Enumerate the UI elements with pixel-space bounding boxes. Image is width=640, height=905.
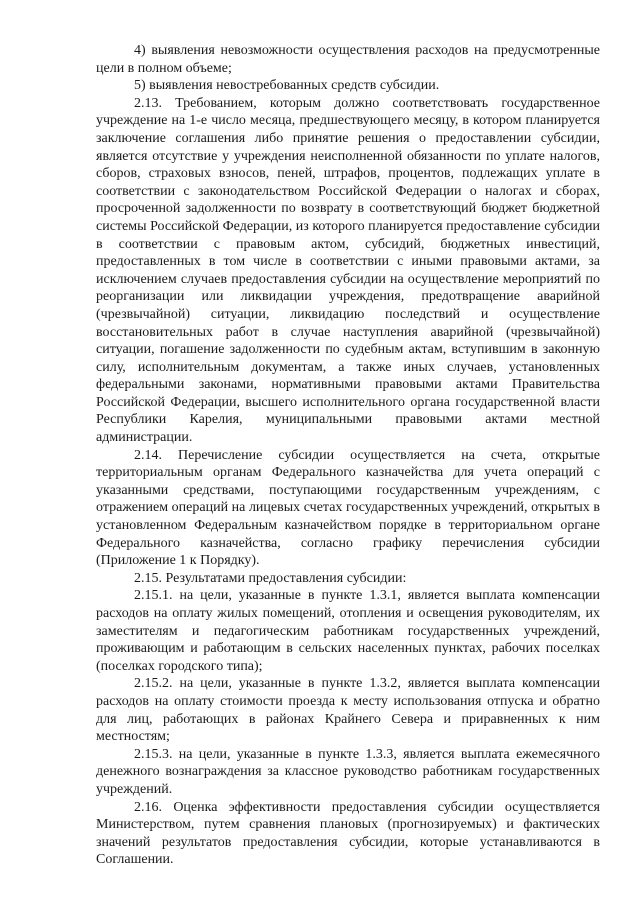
paragraph-2-16: 2.16. Оценка эффективности предоставления субсидии осуществляется Министерством, путем сравнения плановых (прогнозируемых) и фактических значений результатов предоставления субсидии, которые устанавливаются в Соглашении. xyxy=(96,799,600,868)
paragraph-item-4: 4) выявления невозможности осуществления расходов на предусмотренные цели в полном объеме; xyxy=(96,43,600,76)
paragraph-2-13: 2.13. Требованием, которым должно соответствовать государственное учреждение на 1-е число месяца, предшествующего месяцу, в котором планируется заключение соглашения либо принятие решения о предоставлении субсидии, является отсутствие у учреждения неисполненной обязанности по уплате налогов, сборов, страховых взносов, пеней, штрафов, процентов, подлежащих уплате в соответствии с законодательством Российской Федерации о налогах и сборах, просроченной задолженности по возврату в соответствующий бюджет бюджетной системы Российской Федерации, из которого планируется предоставление субсидии в соответствии с правовым актом, субсидий, бюджетных инвестиций, предоставленных в том числе в соответствии с иными правовыми актами, за исключением случаев предоставления субсидии на осуществление мероприятий по реорганизации или ликвидации учреждения, предотвращение аварийной (чрезвычайной) ситуации, ликвидацию последствий и осуществление восстановительных работ в случае наступления аварийной (чрезвычайной) ситуации, погашение задолженности по судебным актам, вступившим в законную силу, исполнительным документам, а также иных случаев, установленных федеральными законами, нормативными правовыми актами Правительства Российской Федерации, высшего исполнительного органа государственной власти Республики Карелия, муниципальными правовыми актами местной администрации. xyxy=(96,95,600,446)
paragraph-2-15-3: 2.15.3. на цели, указанные в пункте 1.3.3, является выплата ежемесячного денежного вознаграждения за классное руководство работникам государственных учреждений. xyxy=(96,746,600,797)
paragraph-2-15-2: 2.15.2. на цели, указанные в пункте 1.3.2, является выплата компенсации расходов на оплату стоимости проезда к месту использования отпуска и обратно для лиц, работающих в районах Крайнего Севера и приравненных к ним местностям; xyxy=(96,676,600,745)
paragraph-2-15: 2.15. Результатами предоставления субсидии: xyxy=(134,570,407,586)
paragraph-2-14: 2.14. Перечисление субсидии осуществляется на счета, открытые территориальным органам Федерального казначейства для учета операций с указанными средствами, поступающими государственным учреждениям, с отражением операций на лицевых счетах государственных учреждений, открытых в установленном Федеральным казначейством порядке в территориальном органе Федерального казначейства, согласно графику перечисления субсидии (Приложение 1 к Порядку). xyxy=(96,447,600,569)
paragraph-item-5: 5) выявления невостребованных средств субсидии. xyxy=(134,78,440,94)
paragraph-2-15-1: 2.15.1. на цели, указанные в пункте 1.3.1, является выплата компенсации расходов на оплату жилых помещений, отопления и освещения руководителям, их заместителям и педагогическим работникам государственных учреждений, проживающим и работающим в сельских населенных пунктах, рабочих поселках (поселках городского типа); xyxy=(96,588,600,674)
